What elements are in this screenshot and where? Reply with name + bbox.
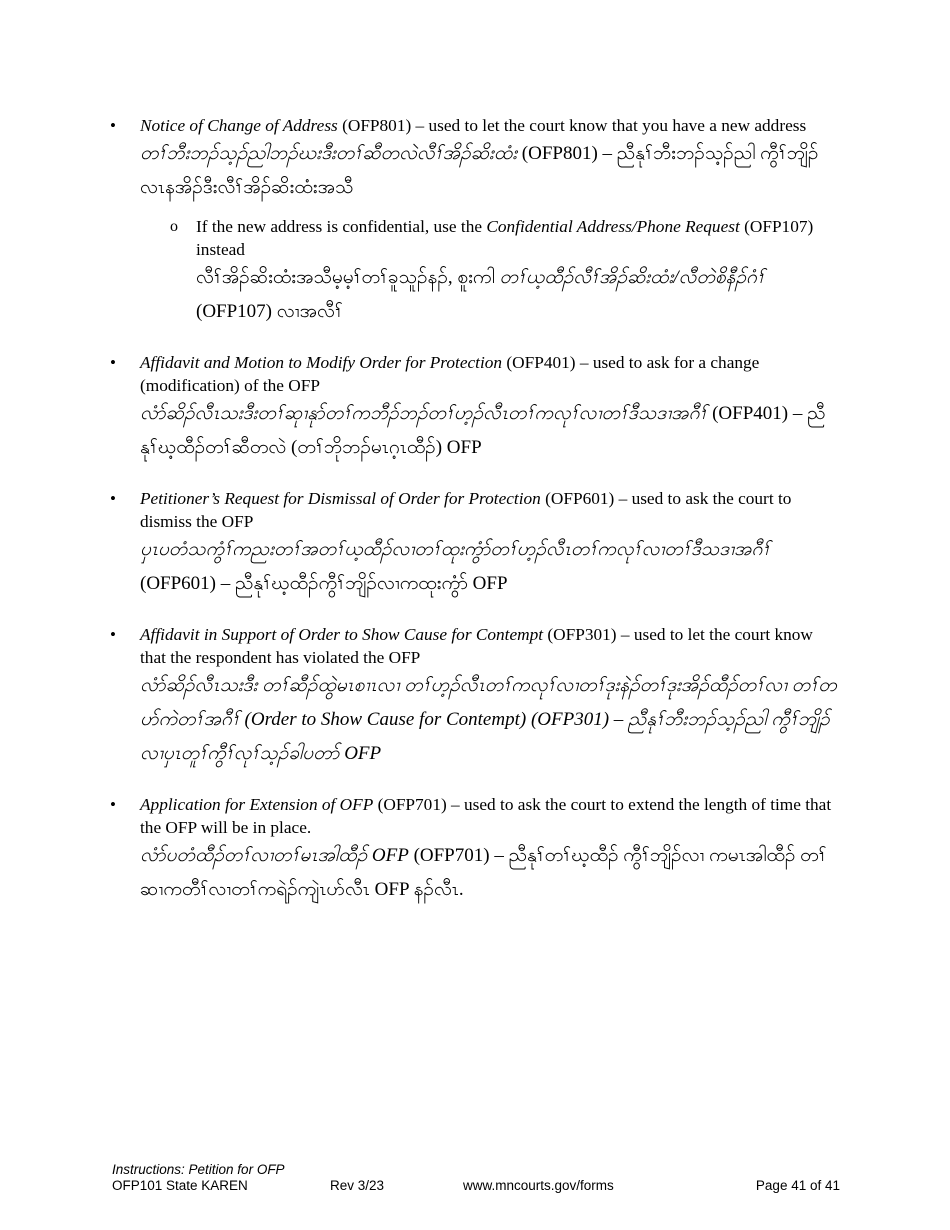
- form-title: Application for Extension of OFP: [140, 795, 374, 814]
- form-title: Affidavit and Motion to Modify Order for Protection: [140, 353, 503, 372]
- karen-segment: တၢ်ယ့ထီၣ်လီၢ်အိၣ်ဆိးထံး/လီတဲစိနီၣ်ဂံၢ်: [499, 267, 765, 288]
- karen-text: [140, 839, 840, 907]
- form-title: Affidavit in Support of Order to Show Cause for Contempt: [140, 625, 544, 644]
- footer-revision: Rev 3/23: [330, 1178, 385, 1193]
- footer-form-code: OFP101 State KAREN: [112, 1178, 248, 1193]
- form-title: Confidential Address/Phone Request: [486, 217, 740, 236]
- footer-page-number: Page 41 of 41: [755, 1178, 840, 1193]
- footer-url[interactable]: www.mncourts.gov/forms: [463, 1178, 614, 1193]
- karen-segment: လံာ်ဆိၣ်လီၤသးဒီးတၢ်ဆုၢနုာ်တၢ်ကဘီၣ်ဘၣ်တၢ်ဟ့ၣ်လီၤတၢ်ကလုၢ်လၢတၢ်ဒီသဒၢအဂီၢ်: [140, 403, 708, 424]
- list-item: [110, 793, 840, 907]
- sub-text-pre: If the new address is confidential, use the: [196, 217, 487, 236]
- document-body: [110, 114, 840, 929]
- english-text: [140, 351, 840, 397]
- bullet-icon: •: [110, 353, 116, 372]
- bullet-icon: •: [110, 489, 116, 508]
- karen-text: [140, 669, 840, 771]
- bullet-icon: •: [110, 625, 116, 644]
- sub-item: [170, 215, 840, 329]
- karen-segment: တၢ်ဘီးဘၣ်သ့ၣ်ညါဘၣ်ဃးဒီးတၢ်ဆီတလဲလီၢ်အိၣ်ဆိးထံး: [140, 143, 518, 164]
- form-description: – used to ask for a change (modification) of the OFP: [140, 353, 760, 395]
- form-code: (OFP301): [543, 625, 617, 644]
- list-item: [110, 114, 840, 329]
- karen-segment: လံာ်ပတံထီၣ်တၢ်လၢတၢ်မၤအါထီၣ် OFP: [140, 845, 409, 866]
- karen-segment: လီၢ်အိၣ်ဆိးထံးအသီမ့မ့ၢ်တၢ်ခူသူၣ်နၣ်, စူးကါ: [196, 267, 500, 288]
- form-title: Petitioner’s Request for Dismissal of Order for Protection: [140, 489, 541, 508]
- bullet-icon: •: [110, 116, 116, 135]
- form-description: – used to ask the court to dismiss the OFP: [140, 489, 792, 531]
- karen-segment: (OFP401) – ညီနုၢ်ဃ့ထီၣ်တၢ်ဆီတလဲ (တၢ်ဘိုဘၣ်မၤဂ့ၤထီၣ်) OFP: [140, 403, 826, 458]
- form-description: – used to let the court know that the respondent has violated the OFP: [140, 625, 813, 667]
- bullet-icon: •: [110, 795, 116, 814]
- karen-segment: (OFP701) – ညီနုၢ်တၢ်ဃ့ထီၣ် ကွီၢ်ဘျိၣ်လၢ ကမၤအါထီၣ် တၢ်ဆၢကတီၢ်လၢတၢ်ကရဲၣ်ကျဲၤဟ်လီၤ OFP နၣ်လီၤ.: [140, 845, 827, 900]
- english-text: [140, 793, 840, 839]
- karen-segment: (OFP801) – ညီနုၢ်ဘီးဘၣ်သ့ၣ်ညါ ကွီၢ်ဘျိၣ် လၤနအိၣ်ဒီးလီၢ်အိၣ်ဆိးထံးအသီ: [140, 143, 819, 198]
- karen-text: [140, 533, 840, 601]
- form-code: (OFP701): [373, 795, 447, 814]
- english-text: [140, 487, 840, 533]
- karen-segment: (OFP601) – ညီနုၢ်ဃ့ထီၣ်ကွီၢ်ဘျိၣ်လၢကထုးကွံာ် OFP: [140, 573, 508, 594]
- circle-bullet-icon: o: [170, 218, 178, 235]
- form-list: [110, 114, 840, 907]
- english-text: [140, 114, 840, 137]
- karen-segment: လံာ်ဆိၣ်လီၤသးဒီး တၢ်ဆီၣ်ထွဲမၤစၢၤလၢ တၢ်ဟ့ၣ်လီၤတၢ်ကလုၢ်လၢတၢ်ဒုးနဲၣ်တၢ်ဒုးအိၣ်ထီၣ်တၢ်လၢ တၢ်တဟ်ကဲတၢ်အဂီၢ် (Order to Show Cause for Contempt) (OFP301) – ညီနုၢ်ဘီးဘၣ်သ့ၣ်ညါ ကွီၢ်ဘျိၣ်လၢပှၤတူၢ်ကွီၢ်လုၢ်သ့ၣ်ခါပတာ် OFP: [140, 675, 837, 764]
- form-code: (OFP801): [337, 116, 412, 135]
- english-text: [140, 623, 840, 669]
- karen-text: [196, 261, 840, 329]
- form-description: – used to let the court know that you have a new address: [411, 116, 807, 135]
- form-description: – used to ask the court to extend the length of time that the OFP will be in place.: [140, 795, 832, 837]
- karen-segment: (OFP107) လၢအလီၢ်: [196, 301, 343, 322]
- form-code: (OFP601): [540, 489, 615, 508]
- sub-text-post: (OFP107) instead: [196, 217, 814, 259]
- page-footer: [112, 1162, 840, 1194]
- karen-text: [140, 137, 840, 205]
- list-item: [110, 351, 840, 465]
- karen-text: [140, 397, 840, 465]
- list-item: [110, 623, 840, 771]
- form-code: (OFP401): [502, 353, 576, 372]
- form-title: Notice of Change of Address: [140, 116, 338, 135]
- english-text: [196, 215, 840, 261]
- karen-segment: ပှၤပတံသကွံၢ်ကညးတၢ်အတၢ်ယ့ထီၣ်လၢတၢ်ထုးကွံာ်တၢ်ဟ့ၣ်လီၤတၢ်ကလုၢ်လၢတၢ်ဒီသဒၢအဂီၢ်: [140, 539, 771, 560]
- list-item: [110, 487, 840, 601]
- footer-title: Instructions: Petition for OFP: [112, 1162, 285, 1177]
